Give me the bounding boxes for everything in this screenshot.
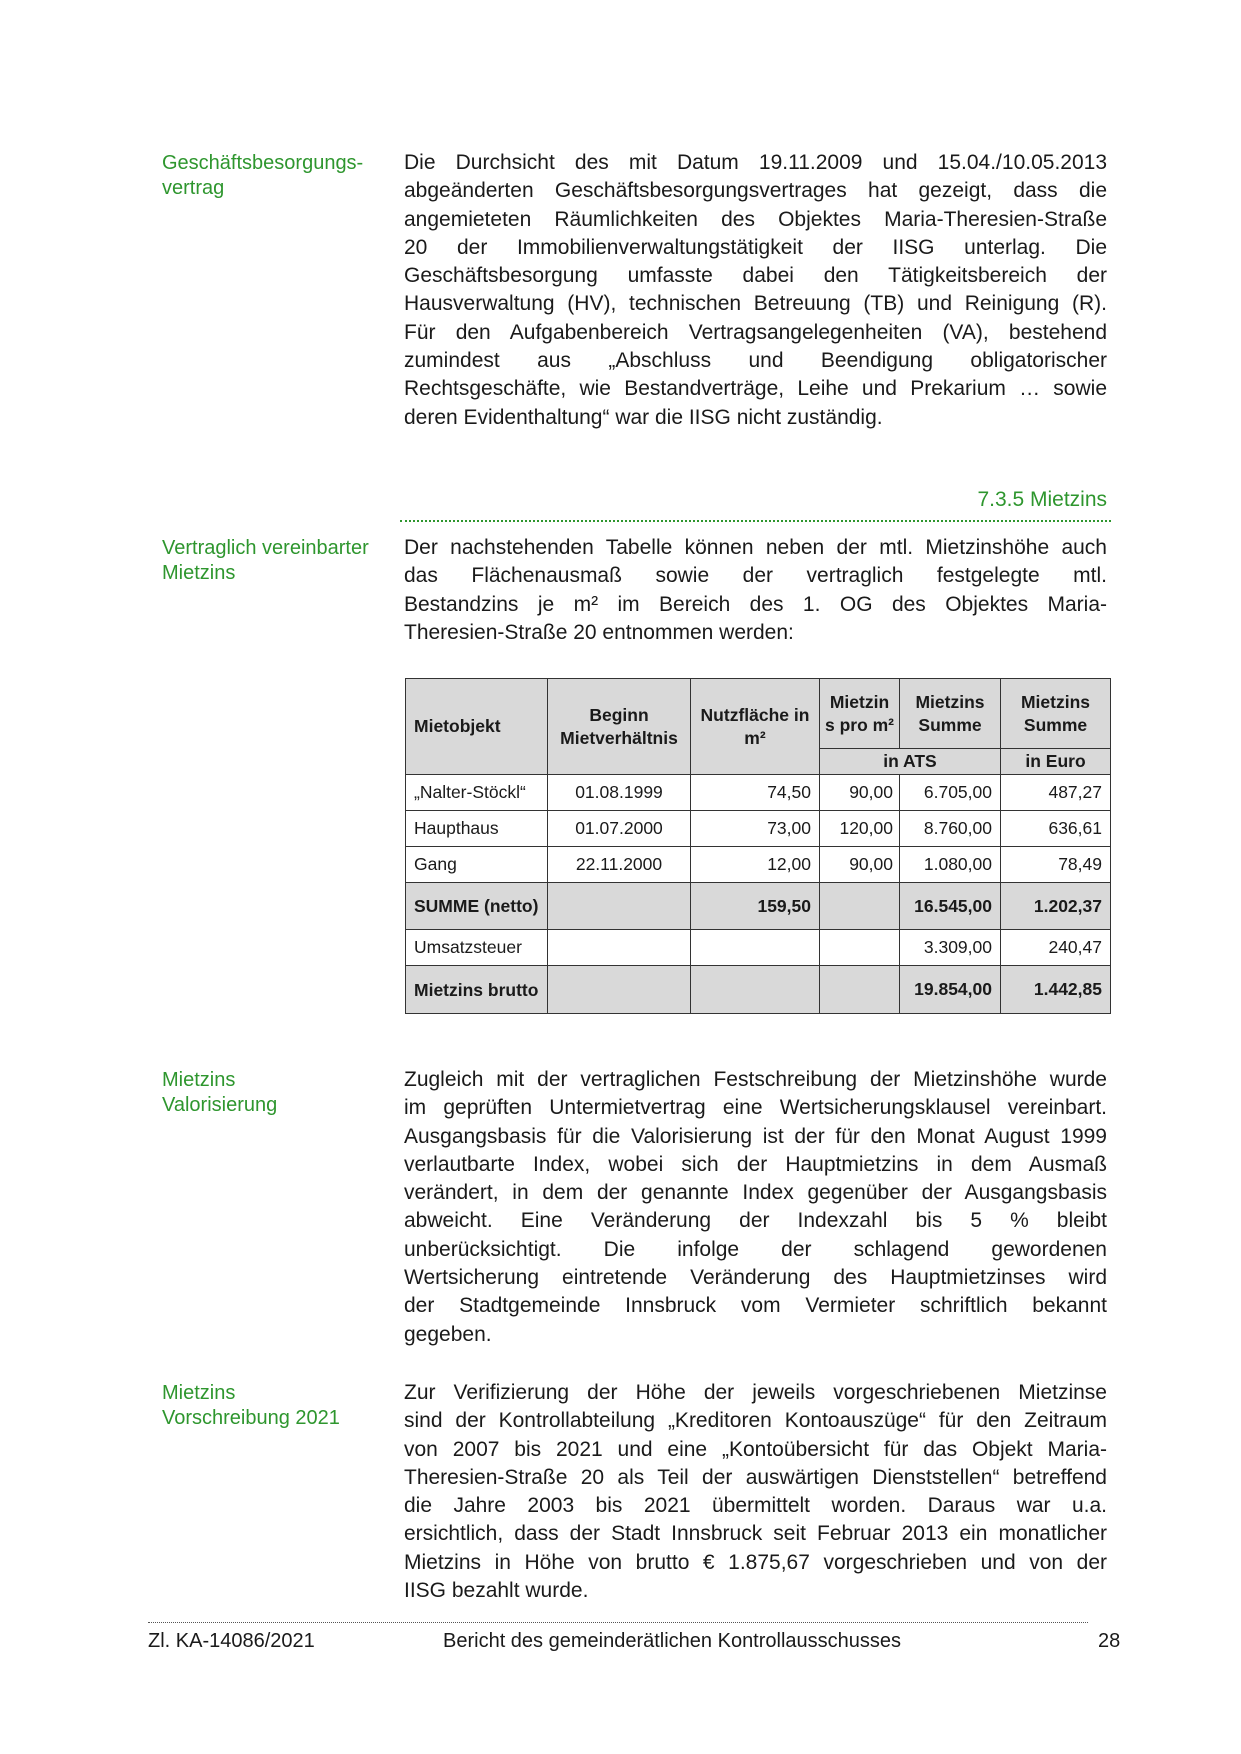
- paragraph-line: von 2007 bis 2021 und eine „Kontoübersicht für das Objekt Maria-: [404, 1437, 1107, 1461]
- table-cell: 12,00: [691, 847, 820, 883]
- paragraph: [404, 1066, 1107, 1349]
- margin-label-line: Valorisierung: [162, 1094, 278, 1116]
- table-cell: 636,61: [1001, 811, 1111, 847]
- footer-ref: Zl. KA-14086/2021: [148, 1630, 315, 1652]
- table-cell: 3.309,00: [900, 930, 1001, 966]
- margin-label: [162, 536, 369, 586]
- margin-label: [162, 151, 363, 201]
- paragraph-line: das Flächenausmaß sowie der vertraglich festgelegte mtl.: [404, 564, 1107, 588]
- footer-divider: [148, 1622, 1088, 1623]
- table-cell: 90,00: [820, 847, 900, 883]
- table-row: [406, 847, 1111, 883]
- table-cell: 22.11.2000: [548, 847, 691, 883]
- table-cell: [820, 966, 900, 1014]
- paragraph-line: Hausverwaltung (HV), technischen Betreuung (TB) und Reinigung (R).: [404, 292, 1107, 316]
- table-cell: 1.080,00: [900, 847, 1001, 883]
- paragraph: [404, 1379, 1107, 1605]
- table-cell: 74,50: [691, 775, 820, 811]
- table-cell: „Nalter-Stöckl“: [406, 775, 548, 811]
- table-row: [406, 811, 1111, 847]
- paragraph-line: Theresien-Straße 20 als Teil der auswärtigen Dienststellen“ betreffend: [404, 1465, 1107, 1489]
- th-beginn: Beginn Mietverhältnis: [548, 679, 691, 775]
- table-cell: [691, 966, 820, 1014]
- paragraph-line: Die Durchsicht des mit Datum 19.11.2009 und 15.04./10.05.2013: [404, 151, 1107, 174]
- paragraph-line: Bestandzins je m² im Bereich des 1. OG des Objektes Maria-: [404, 592, 1107, 616]
- table-cell: [820, 883, 900, 930]
- paragraph-line: Wertsicherung eintretende Veränderung des Hauptmietzinses wird: [404, 1266, 1107, 1290]
- paragraph-line: abgeänderten Geschäftsbesorgungsvertrages hat gezeigt, dass die: [404, 179, 1107, 203]
- th-mietobjekt: Mietobjekt: [406, 679, 548, 775]
- th-nutzflaeche: Nutzfläche in m²: [691, 679, 820, 775]
- paragraph-line: Ausgangsbasis für die Valorisierung ist der für den Monat August 1999: [404, 1124, 1107, 1148]
- table-cell: SUMME (netto): [406, 883, 548, 930]
- th-mietzins-summe-euro: Mietzins Summe: [1001, 679, 1111, 749]
- margin-label-line: vertrag: [162, 177, 225, 199]
- paragraph-line: Für den Aufgabenbereich Vertragsangelegenheiten (VA), bestehend: [404, 320, 1107, 344]
- heading-divider: [400, 520, 1111, 522]
- margin-label: [162, 1381, 340, 1431]
- table-cell: 240,47: [1001, 930, 1111, 966]
- table-row: [406, 930, 1111, 966]
- paragraph: [404, 534, 1107, 647]
- table-cell: Haupthaus: [406, 811, 548, 847]
- page-number: 28: [1098, 1630, 1121, 1652]
- table-cell: 159,50: [691, 883, 820, 930]
- table-cell: 8.760,00: [900, 811, 1001, 847]
- table-cell: 78,49: [1001, 847, 1111, 883]
- paragraph-line: 20 der Immobilienverwaltungstätigkeit der IISG unterlag. Die: [404, 235, 1107, 259]
- margin-label-line: Vorschreibung 2021: [162, 1407, 340, 1429]
- margin-label-line: Geschäftsbesorgungs-: [162, 152, 364, 174]
- paragraph-line: Zugleich mit der vertraglichen Festschreibung der Mietzinshöhe wurde: [404, 1068, 1107, 1091]
- table-cell: 01.08.1999: [548, 775, 691, 811]
- paragraph-line: gegeben.: [404, 1322, 492, 1346]
- margin-label-line: Mietzins: [162, 562, 236, 584]
- paragraph-line: deren Evidenthaltung“ war die IISG nicht zuständig.: [404, 405, 883, 429]
- paragraph-line: sind der Kontrollabteilung „Kreditoren Kontoauszüge“ für den Zeitraum: [404, 1409, 1107, 1433]
- paragraph-line: IISG bezahlt wurde.: [404, 1579, 589, 1603]
- table-cell: 6.705,00: [900, 775, 1001, 811]
- rent-table: [405, 678, 1111, 1014]
- table-cell: 120,00: [820, 811, 900, 847]
- paragraph-line: angemieteten Räumlichkeiten des Objektes Maria-Theresien-Straße: [404, 207, 1107, 231]
- table-cell: Mietzins brutto: [406, 966, 548, 1014]
- table-cell: [548, 966, 691, 1014]
- paragraph-line: unberücksichtigt. Die infolge der schlagend gewordenen: [404, 1237, 1107, 1261]
- table-cell: 90,00: [820, 775, 900, 811]
- paragraph-line: zumindest aus „Abschluss und Beendigung obligatorischer: [404, 349, 1107, 373]
- paragraph-line: ersichtlich, dass der Stadt Innsbruck seit Februar 2013 ein monatlicher: [404, 1522, 1107, 1546]
- section-heading: 7.3.5 Mietzins: [977, 488, 1107, 511]
- table-cell: Umsatzsteuer: [406, 930, 548, 966]
- th-mietzins-summe-ats: Mietzins Summe: [900, 679, 1001, 749]
- paragraph-line: Zur Verifizierung der Höhe der jeweils vorgeschriebenen Mietzinse: [404, 1381, 1107, 1404]
- th-mietzins-pro-m2: Mietzin s pro m²: [820, 679, 900, 749]
- table-cell: 19.854,00: [900, 966, 1001, 1014]
- table-cell: [691, 930, 820, 966]
- unit-euro: in Euro: [1001, 749, 1111, 775]
- table-cell: 16.545,00: [900, 883, 1001, 930]
- paragraph-line: Geschäftsbesorgung umfasste dabei den Tätigkeitsbereich der: [404, 264, 1107, 288]
- table-cell: [820, 930, 900, 966]
- table-cell: [548, 883, 691, 930]
- table-cell: 01.07.2000: [548, 811, 691, 847]
- table-row: [406, 883, 1111, 930]
- table-cell: Gang: [406, 847, 548, 883]
- paragraph-line: Theresien-Straße 20 entnommen werden:: [404, 620, 794, 644]
- table-cell: 1.202,37: [1001, 883, 1111, 930]
- paragraph-line: im geprüften Untermietvertrag eine Wertsicherungsklausel vereinbart.: [404, 1096, 1107, 1120]
- paragraph: [404, 149, 1107, 432]
- table-cell: 487,27: [1001, 775, 1111, 811]
- table-row: [406, 966, 1111, 1014]
- table-cell: 73,00: [691, 811, 820, 847]
- margin-label-line: Mietzins: [162, 1069, 236, 1091]
- paragraph-line: verlautbarte Index, wobei sich der Hauptmietzins in dem Ausmaß: [404, 1152, 1107, 1176]
- paragraph-line: die Jahre 2003 bis 2021 übermittelt worden. Daraus war u.a.: [404, 1494, 1107, 1518]
- unit-ats: in ATS: [820, 749, 1001, 775]
- table-cell: [548, 930, 691, 966]
- paragraph-line: der Stadtgemeinde Innsbruck vom Vermieter schriftlich bekannt: [404, 1294, 1107, 1318]
- paragraph-line: Rechtsgeschäfte, wie Bestandverträge, Leihe und Prekarium … sowie: [404, 377, 1107, 401]
- table-cell: 1.442,85: [1001, 966, 1111, 1014]
- paragraph-line: abweicht. Eine Veränderung der Indexzahl bis 5 % bleibt: [404, 1209, 1107, 1233]
- paragraph-line: verändert, in dem der genannte Index gegenüber der Ausgangsbasis: [404, 1181, 1107, 1205]
- margin-label-line: Mietzins: [162, 1382, 236, 1404]
- margin-label: [162, 1068, 277, 1118]
- table-row: [406, 775, 1111, 811]
- paragraph-line: Der nachstehenden Tabelle können neben der mtl. Mietzinshöhe auch: [404, 536, 1107, 559]
- paragraph-line: Mietzins in Höhe von brutto € 1.875,67 vorgeschrieben und von der: [404, 1550, 1107, 1574]
- margin-label-line: Vertraglich vereinbarter: [162, 537, 369, 559]
- footer-title: Bericht des gemeinderätlichen Kontrollausschusses: [443, 1630, 902, 1652]
